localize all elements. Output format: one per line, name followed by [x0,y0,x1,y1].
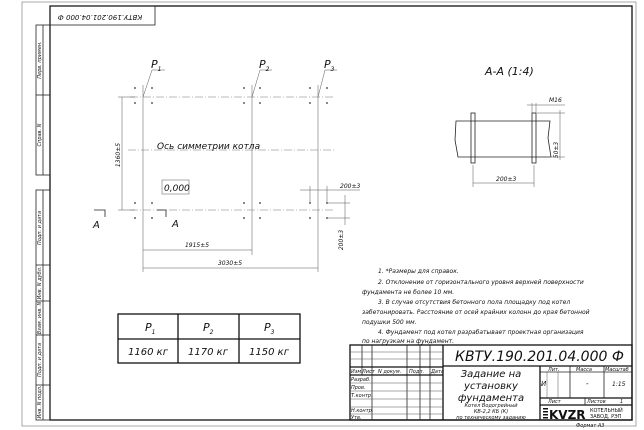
row-label: Разраб. [351,377,371,383]
point-label-p1: $P_1$ [151,58,162,73]
mass-label: Масса [576,367,592,373]
dim-200-vertical: 200±3 [338,229,345,251]
thread-label: M16 [549,97,562,104]
format-label: Формат А3 [576,423,605,429]
section-dim-width: 200±3 [496,176,517,183]
load-header-p2: $P_2$ [203,321,214,336]
scale-label: Масштаб [605,367,629,373]
side-label: Инв. N дубл. [37,266,43,300]
row-label: Пров. [351,385,366,391]
note-line: 4. Фундамент под котел разрабатывает проектная организация [378,329,584,336]
side-label: Подп. и дата [37,210,43,246]
load-header-p3: $P_3$ [264,321,275,336]
point-label-p3: $P_3$ [324,58,335,73]
lit-value: И [541,380,547,388]
section-title: А-А (1:4) [485,65,534,78]
dim-3030: 3030±5 [217,260,243,267]
point-label-p2: $P_2$ [259,58,270,73]
col-header: Изм. [351,369,363,375]
side-label: Инв. N подл. [37,385,43,419]
load-value-p1: 1160 кг [128,347,168,358]
level-value: 0,000 [164,184,190,194]
section-mark-right: A [172,219,179,230]
doc-name-line: Задание на [460,369,522,380]
col-header: N докум. [378,369,402,375]
subtitle-line: Котел Водогрейный [464,403,518,409]
rotated-designation: КВТУ.190.201.04.000 Ф [57,13,143,21]
note-line: 2. Отклонение от горизонтального уровня верхней поверхности [378,279,584,286]
note-line: подушки 500 мм. [362,319,417,326]
side-label: Перв. примен. [37,41,43,79]
side-label: Подп. и дата [37,342,43,378]
row-label: Т.контр. [351,393,373,399]
lit-label: Лит. [548,367,560,373]
dim-1915: 1915±5 [184,242,210,249]
dim-200-horizontal: 200±3 [340,183,361,190]
subtitle-line: КВ-2,2 КБ (К) [473,409,509,415]
note-line: 1. *Размеры для справок. [378,268,459,275]
mass-value: - [586,380,589,388]
sheets-value: 1 [620,399,624,405]
row-label: Утв. [351,415,362,421]
subtitle-line: по техническому заданию [456,415,526,421]
designation: КВТУ.190.201.04.000 Ф [455,349,624,365]
note-line: по нагрузкам на фундамент. [362,338,455,345]
side-label: Справ. N [37,123,43,147]
company-line: ЗАВОД, РЭП [590,414,622,420]
section-dim-depth: 50±3 [553,141,560,159]
load-value-p3: 1150 кг [249,347,289,358]
company-line: КОТЕЛЬНЫЙ [590,408,623,414]
symmetry-axis-label: Ось симметрии котла [157,142,261,152]
load-header-p1: $P_1$ [145,321,156,336]
note-line: 3. В случае отсутствия бетонного пола площадку под котел [378,299,571,306]
doc-name-line: фундамента [457,393,525,404]
section-mark-left: A [93,220,100,231]
sheets-label: Листов [587,399,606,405]
company-logo [543,407,623,422]
load-value-p2: 1170 кг [188,347,228,358]
sheet-label: Лист [548,399,561,405]
row-label: Н.контр. [351,408,374,414]
col-header: Дата [431,369,444,375]
note-line: забетонировать. Расстояние от осей крайних колонн до края бетонной [362,309,590,316]
col-header: Подп. [409,369,425,375]
note-line: фундамента не более 10 мм. [362,289,455,296]
col-header: Лист [362,369,375,375]
logo-text: KVZR [549,408,586,422]
side-label: Взам. инв. N [37,301,43,335]
dim-1360: 1360±5 [115,142,122,168]
doc-name-line: установку [464,381,518,392]
scale-value: 1:15 [612,381,626,388]
